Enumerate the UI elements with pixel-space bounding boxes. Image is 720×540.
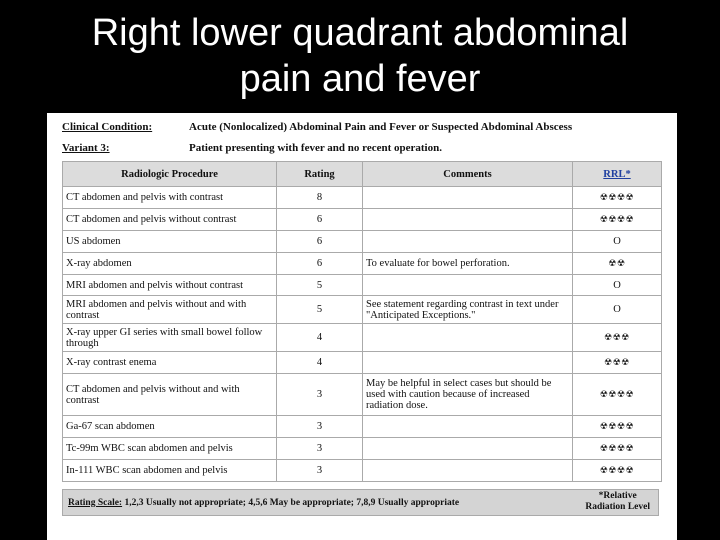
appropriateness-table xyxy=(62,161,662,482)
rating-scale-text: 1,2,3 Usually not appropriate; 4,5,6 May be appropriate; 7,8,9 Usually appropriate xyxy=(124,498,460,508)
comments-cell: May be helpful in select cases but should be used with caution because of increased radiation dose. xyxy=(363,374,573,416)
comments-cell xyxy=(363,324,573,352)
procedure-cell: In-111 WBC scan abdomen and pelvis xyxy=(63,460,277,482)
rating-cell: 3 xyxy=(277,374,363,416)
rrl-cell: ☢☢☢ xyxy=(573,324,662,352)
rrl-cell: O xyxy=(573,275,662,296)
procedure-cell: US abdomen xyxy=(63,231,277,253)
rrl-cell: ☢☢☢☢ xyxy=(573,416,662,438)
procedure-cell: X-ray contrast enema xyxy=(63,352,277,374)
table-row xyxy=(63,324,662,352)
table-row xyxy=(63,460,662,482)
header-comments: Comments xyxy=(363,162,573,187)
table-row xyxy=(63,296,662,324)
clinical-condition-label: Clinical Condition: xyxy=(62,121,153,133)
header-rating: Rating xyxy=(277,162,363,187)
procedure-cell: Tc-99m WBC scan abdomen and pelvis xyxy=(63,438,277,460)
table-row xyxy=(63,374,662,416)
rating-cell: 6 xyxy=(277,209,363,231)
procedure-cell: X-ray upper GI series with small bowel follow through xyxy=(63,324,277,352)
slide-title xyxy=(0,10,720,102)
comments-cell xyxy=(363,460,573,482)
table-row xyxy=(63,209,662,231)
procedure-cell: MRI abdomen and pelvis without contrast xyxy=(63,275,277,296)
table-header-row xyxy=(63,162,662,187)
rating-cell: 4 xyxy=(277,352,363,374)
table-row xyxy=(63,416,662,438)
variant-value: Patient presenting with fever and no recent operation. xyxy=(189,142,442,154)
rrl-cell: ☢☢ xyxy=(573,253,662,275)
comments-cell: To evaluate for bowel perforation. xyxy=(363,253,573,275)
comments-cell: See statement regarding contrast in text under "Anticipated Exceptions." xyxy=(363,296,573,324)
comments-cell xyxy=(363,438,573,460)
rrl-cell: ☢☢☢☢ xyxy=(573,209,662,231)
rrl-cell: O xyxy=(573,296,662,324)
table-row xyxy=(63,231,662,253)
rating-scale-label: Rating Scale: xyxy=(68,498,123,508)
procedure-cell: X-ray abdomen xyxy=(63,253,277,275)
header-procedure: Radiologic Procedure xyxy=(63,162,277,187)
comments-cell xyxy=(363,209,573,231)
table-row xyxy=(63,438,662,460)
comments-cell xyxy=(363,231,573,253)
rrl-cell: ☢☢☢☢ xyxy=(573,374,662,416)
table-row xyxy=(63,253,662,275)
procedure-cell: CT abdomen and pelvis with contrast xyxy=(63,187,277,209)
comments-cell xyxy=(363,275,573,296)
procedure-cell: CT abdomen and pelvis without and with contrast xyxy=(63,374,277,416)
rating-cell: 6 xyxy=(277,253,363,275)
rrl-cell: ☢☢☢☢ xyxy=(573,460,662,482)
procedure-cell: MRI abdomen and pelvis without and with contrast xyxy=(63,296,277,324)
rating-scale-footer xyxy=(62,489,659,516)
header-rrl: RRL* xyxy=(573,162,662,187)
rating-scale xyxy=(68,498,459,508)
comments-cell xyxy=(363,187,573,209)
rrl-cell: ☢☢☢☢ xyxy=(573,187,662,209)
rating-cell: 4 xyxy=(277,324,363,352)
rrl-legend xyxy=(585,491,650,513)
rating-cell: 5 xyxy=(277,296,363,324)
rating-cell: 3 xyxy=(277,416,363,438)
rrl-legend-line-2: Radiation Level xyxy=(585,502,650,512)
rrl-legend-line-1: *Relative xyxy=(598,491,637,501)
slide-title-line-1: Right lower quadrant abdominal xyxy=(91,12,629,54)
rrl-cell: ☢☢☢ xyxy=(573,352,662,374)
comments-cell xyxy=(363,416,573,438)
procedure-cell: Ga-67 scan abdomen xyxy=(63,416,277,438)
rating-cell: 8 xyxy=(277,187,363,209)
procedure-cell: CT abdomen and pelvis without contrast xyxy=(63,209,277,231)
rating-cell: 3 xyxy=(277,438,363,460)
rrl-cell: ☢☢☢☢ xyxy=(573,438,662,460)
clinical-condition-value: Acute (Nonlocalized) Abdominal Pain and Fever or Suspected Abdominal Abscess xyxy=(189,121,573,133)
comments-cell xyxy=(363,352,573,374)
rating-cell: 6 xyxy=(277,231,363,253)
rating-cell: 3 xyxy=(277,460,363,482)
table-row xyxy=(63,187,662,209)
table-row xyxy=(63,352,662,374)
rrl-cell: O xyxy=(573,231,662,253)
acr-criteria-document xyxy=(47,113,677,540)
rating-cell: 5 xyxy=(277,275,363,296)
table-row xyxy=(63,275,662,296)
variant-label: Variant 3: xyxy=(62,142,110,154)
slide-title-line-2: pain and fever xyxy=(239,58,481,100)
